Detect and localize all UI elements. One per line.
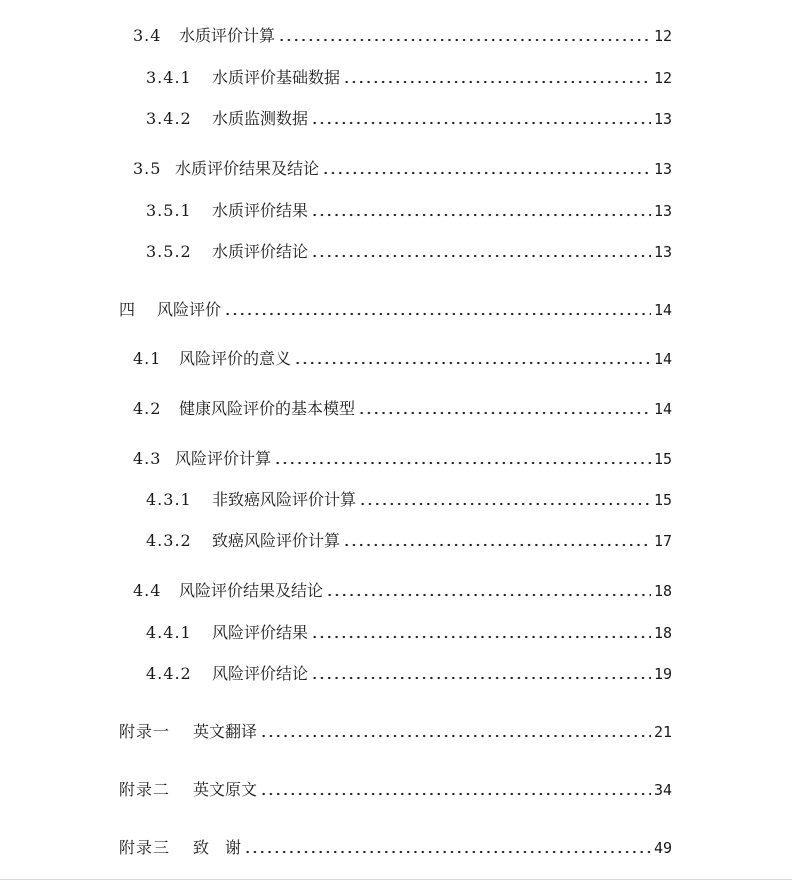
- dot-leader: [294, 361, 651, 365]
- section-number: 4.4.2: [146, 664, 192, 683]
- appendix-number: 附录一: [119, 722, 171, 741]
- section-number: 4.3.1: [146, 490, 192, 509]
- toc-entry[interactable]: [146, 486, 672, 510]
- page-number: 13: [653, 243, 672, 261]
- dot-leader: [311, 213, 651, 217]
- toc-entry[interactable]: [133, 577, 672, 601]
- appendix-number: 附录二: [119, 780, 171, 799]
- page-number: 15: [653, 491, 672, 509]
- dot-leader: [358, 411, 651, 415]
- dot-leader: [260, 734, 651, 738]
- section-title: 风险评价结果及结论: [179, 581, 324, 600]
- page-number: 34: [653, 781, 672, 799]
- toc-entry[interactable]: [133, 395, 672, 419]
- section-title: 非致癌风险评价计算: [212, 490, 357, 509]
- dot-leader: [359, 502, 651, 506]
- section-number: 4.4: [133, 581, 162, 600]
- dot-leader: [343, 80, 651, 84]
- page-number: 13: [653, 110, 672, 128]
- section-title: 水质评价结论: [212, 242, 309, 261]
- section-number: 3.4.1: [146, 68, 192, 87]
- dot-leader: [326, 593, 651, 597]
- section-number: 4.3.2: [146, 531, 192, 550]
- section-title: 水质评价结果: [212, 201, 309, 220]
- toc-entry[interactable]: [146, 105, 672, 129]
- page-number: 19: [653, 665, 672, 683]
- dot-leader: [343, 543, 651, 547]
- dot-leader: [322, 171, 651, 175]
- section-number: 3.5.1: [146, 201, 192, 220]
- toc-entry[interactable]: [133, 22, 672, 46]
- page-number: 14: [653, 301, 672, 319]
- page-number: 13: [653, 202, 672, 220]
- toc-entry[interactable]: [146, 619, 672, 643]
- dot-leader: [274, 461, 651, 465]
- section-title: 风险评价结果: [212, 623, 309, 642]
- chapter-number: 四: [119, 300, 137, 319]
- dot-leader: [224, 312, 651, 316]
- section-title: 英文原文: [193, 780, 258, 799]
- section-title: 英文翻译: [193, 722, 258, 741]
- section-title: 风险评价计算: [175, 449, 272, 468]
- toc-entry[interactable]: [119, 296, 672, 320]
- section-number: 3.4: [133, 26, 162, 45]
- section-title: 致癌风险评价计算: [212, 531, 341, 550]
- toc-entry[interactable]: [133, 445, 672, 469]
- toc-entry[interactable]: [146, 197, 672, 221]
- page-number: 49: [653, 839, 672, 857]
- section-title: 致 谢: [193, 838, 242, 857]
- page-number: 13: [653, 160, 672, 178]
- toc-entry[interactable]: [133, 345, 672, 369]
- section-title: 风险评价的意义: [179, 349, 292, 368]
- dot-leader: [278, 38, 651, 42]
- dot-leader: [311, 121, 651, 125]
- section-number: 4.1: [133, 349, 162, 368]
- dot-leader: [311, 635, 651, 639]
- toc-entry[interactable]: [146, 64, 672, 88]
- toc-entry[interactable]: [146, 527, 672, 551]
- section-title: 水质评价结果及结论: [175, 159, 320, 178]
- dot-leader: [244, 850, 651, 854]
- page-number: 15: [653, 450, 672, 468]
- page-number: 14: [653, 350, 672, 368]
- page-number: 12: [653, 27, 672, 45]
- section-title: 水质监测数据: [212, 109, 309, 128]
- page-number: 17: [653, 532, 672, 550]
- page-number: 18: [653, 624, 672, 642]
- toc-entry[interactable]: [119, 834, 672, 858]
- dot-leader: [311, 254, 651, 258]
- toc-entry[interactable]: [119, 776, 672, 800]
- section-title: 风险评价结论: [212, 664, 309, 683]
- toc-entry[interactable]: [133, 155, 672, 179]
- page-number: 21: [653, 723, 672, 741]
- section-title: 水质评价计算: [179, 26, 276, 45]
- toc-entry[interactable]: [146, 238, 672, 262]
- section-number: 4.2: [133, 399, 162, 418]
- section-title: 风险评价: [157, 300, 222, 319]
- page-number: 14: [653, 400, 672, 418]
- section-number: 4.3: [133, 449, 162, 468]
- section-title: 健康风险评价的基本模型: [179, 399, 356, 418]
- section-number: 3.5: [133, 159, 162, 178]
- page-number: 18: [653, 582, 672, 600]
- toc-entry[interactable]: [146, 660, 672, 684]
- section-number: 3.4.2: [146, 109, 192, 128]
- dot-leader: [311, 676, 651, 680]
- toc-entry[interactable]: [119, 718, 672, 742]
- section-number: 3.5.2: [146, 242, 192, 261]
- appendix-number: 附录三: [119, 838, 171, 857]
- section-number: 4.4.1: [146, 623, 192, 642]
- dot-leader: [260, 792, 651, 796]
- page-number: 12: [653, 69, 672, 87]
- section-title: 水质评价基础数据: [212, 68, 341, 87]
